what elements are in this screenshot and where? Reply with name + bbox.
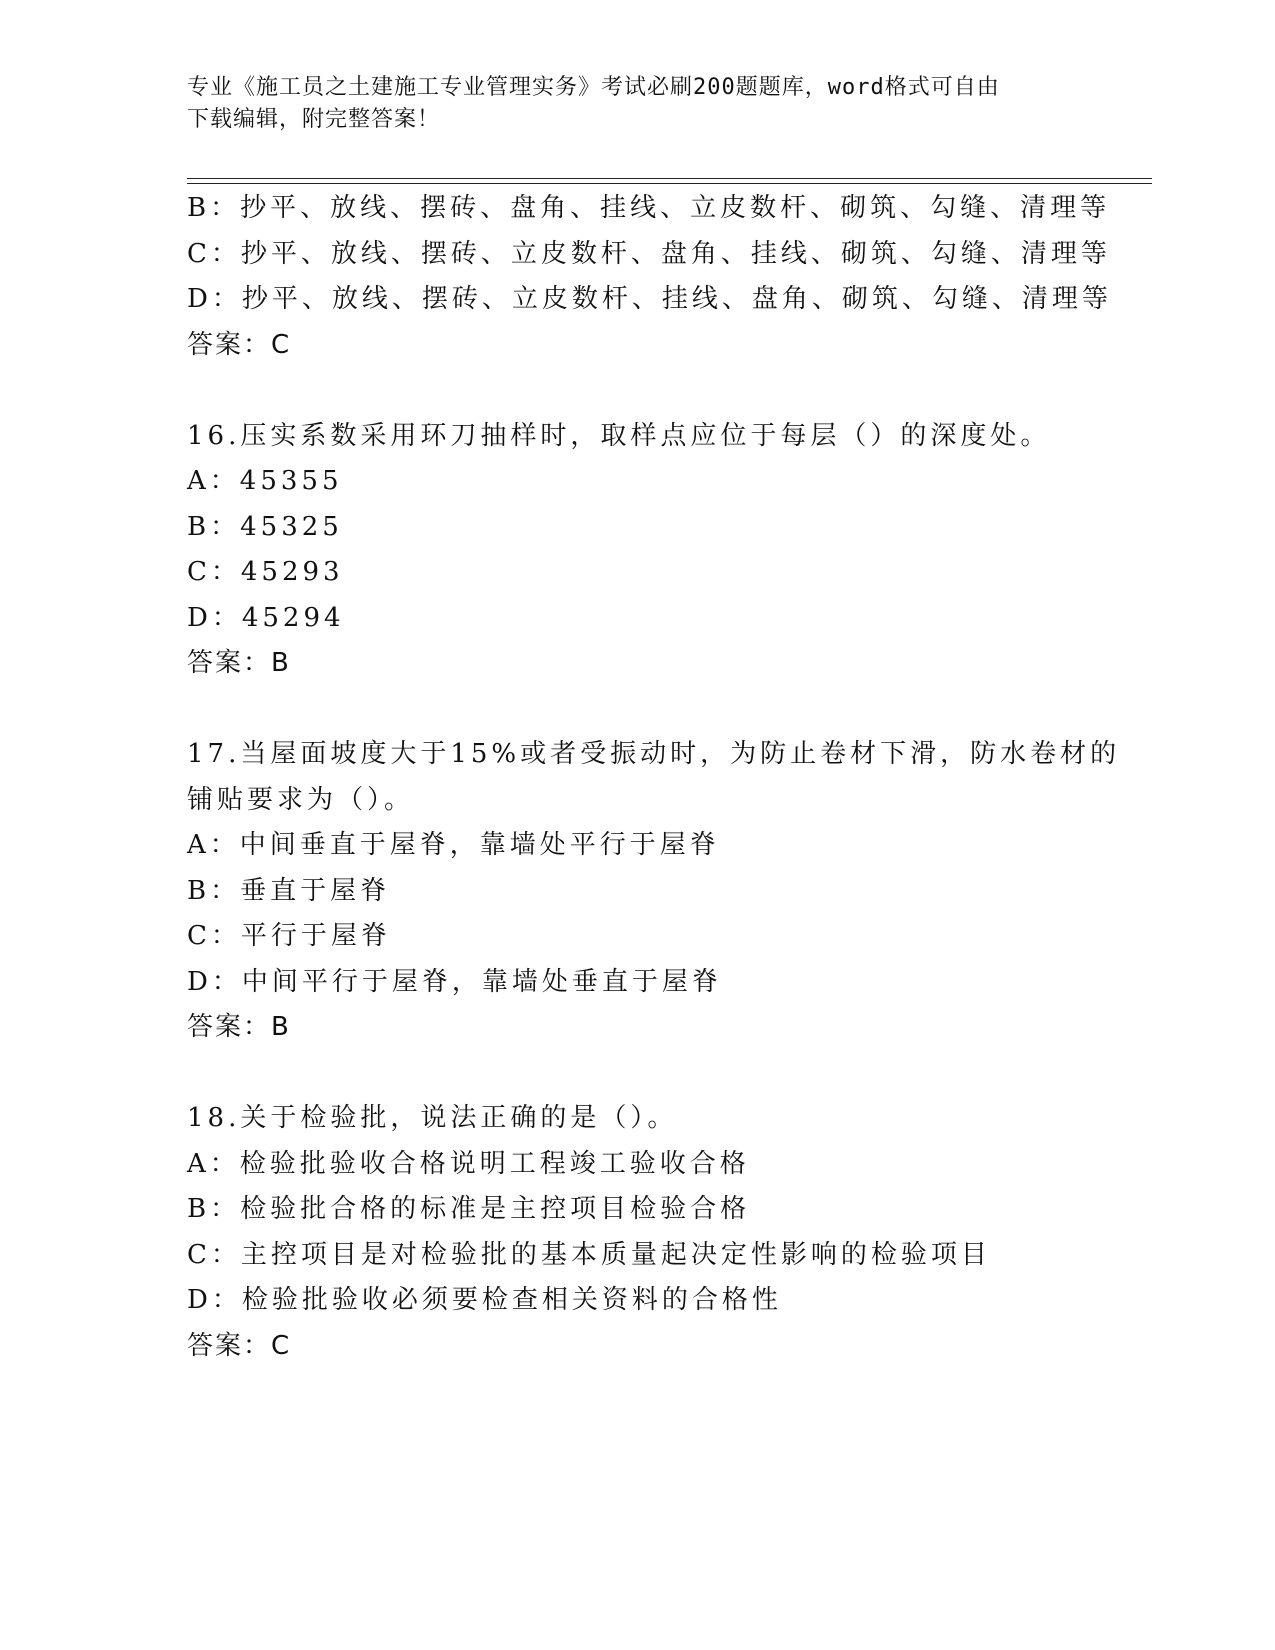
question-17-option-b: B：垂直于屋脊 xyxy=(187,875,391,906)
question-17-option-d: D：中间平行于屋脊，靠墙处垂直于屋脊 xyxy=(187,966,722,997)
question-18-option-a: A：检验批验收合格说明工程竣工验收合格 xyxy=(187,1148,750,1179)
question-15-option-b: B：抄平、放线、摆砖、盘角、挂线、立皮数杆、砌筑、勾缝、清理等 xyxy=(187,193,1111,223)
question-17 xyxy=(187,732,1127,1051)
question-list xyxy=(187,186,1127,1369)
question-18-text: 18.关于检验批，说法正确的是（）。 xyxy=(187,1103,678,1133)
document-header xyxy=(187,72,1067,136)
question-16 xyxy=(187,414,1127,687)
question-17-answer: 答案：B xyxy=(187,1012,291,1042)
question-15-answer: 答案：C xyxy=(187,329,292,360)
question-15-option-d: D：抄平、放线、摆砖、立皮数杆、挂线、盘角、砌筑、勾缝、清理等 xyxy=(187,284,1112,314)
question-16-answer: 答案：B xyxy=(187,648,291,678)
header-divider-bottom xyxy=(187,183,1152,184)
question-15-option-c: C：抄平、放线、摆砖、立皮数杆、盘角、挂线、砌筑、勾缝、清理等 xyxy=(187,238,1111,269)
question-18 xyxy=(187,1096,1127,1369)
question-17-text-line-2: 铺贴要求为（）。 xyxy=(187,784,415,815)
question-16-text: 16.压实系数采用环刀抽样时，取样点应位于每层（）的深度处。 xyxy=(187,420,1051,451)
question-15 xyxy=(187,186,1127,368)
question-17-option-c: C：平行于屋脊 xyxy=(187,921,391,951)
question-16-option-d: D：45294 xyxy=(187,602,345,633)
header-line-2: 下载编辑，附完整答案！ xyxy=(187,107,441,132)
spacer xyxy=(187,687,1127,733)
question-18-option-d: D：检验批验收必须要检查相关资料的合格性 xyxy=(187,1285,782,1315)
question-17-text-line-1: 17.当屋面坡度大于15%或者受振动时，为防止卷材下滑，防水卷材的 xyxy=(187,739,1121,769)
question-16-option-c: C：45293 xyxy=(187,557,344,587)
question-18-option-b: B：检验批合格的标准是主控项目检验合格 xyxy=(187,1194,751,1224)
question-16-option-a: A：45355 xyxy=(187,466,343,496)
spacer xyxy=(187,1051,1127,1097)
question-18-option-c: C：主控项目是对检验批的基本质量起决定性影响的检验项目 xyxy=(187,1239,991,1270)
question-16-option-b: B：45325 xyxy=(187,511,343,542)
question-18-answer: 答案：C xyxy=(187,1330,292,1361)
header-divider-top xyxy=(187,178,1152,179)
spacer xyxy=(187,368,1127,414)
header-line-1: 专业《施工员之土建施工专业管理实务》考试必刷200题题库，word格式可自由 xyxy=(187,75,1000,100)
question-17-option-a: A：中间垂直于屋脊，靠墙处平行于屋脊 xyxy=(187,830,720,860)
